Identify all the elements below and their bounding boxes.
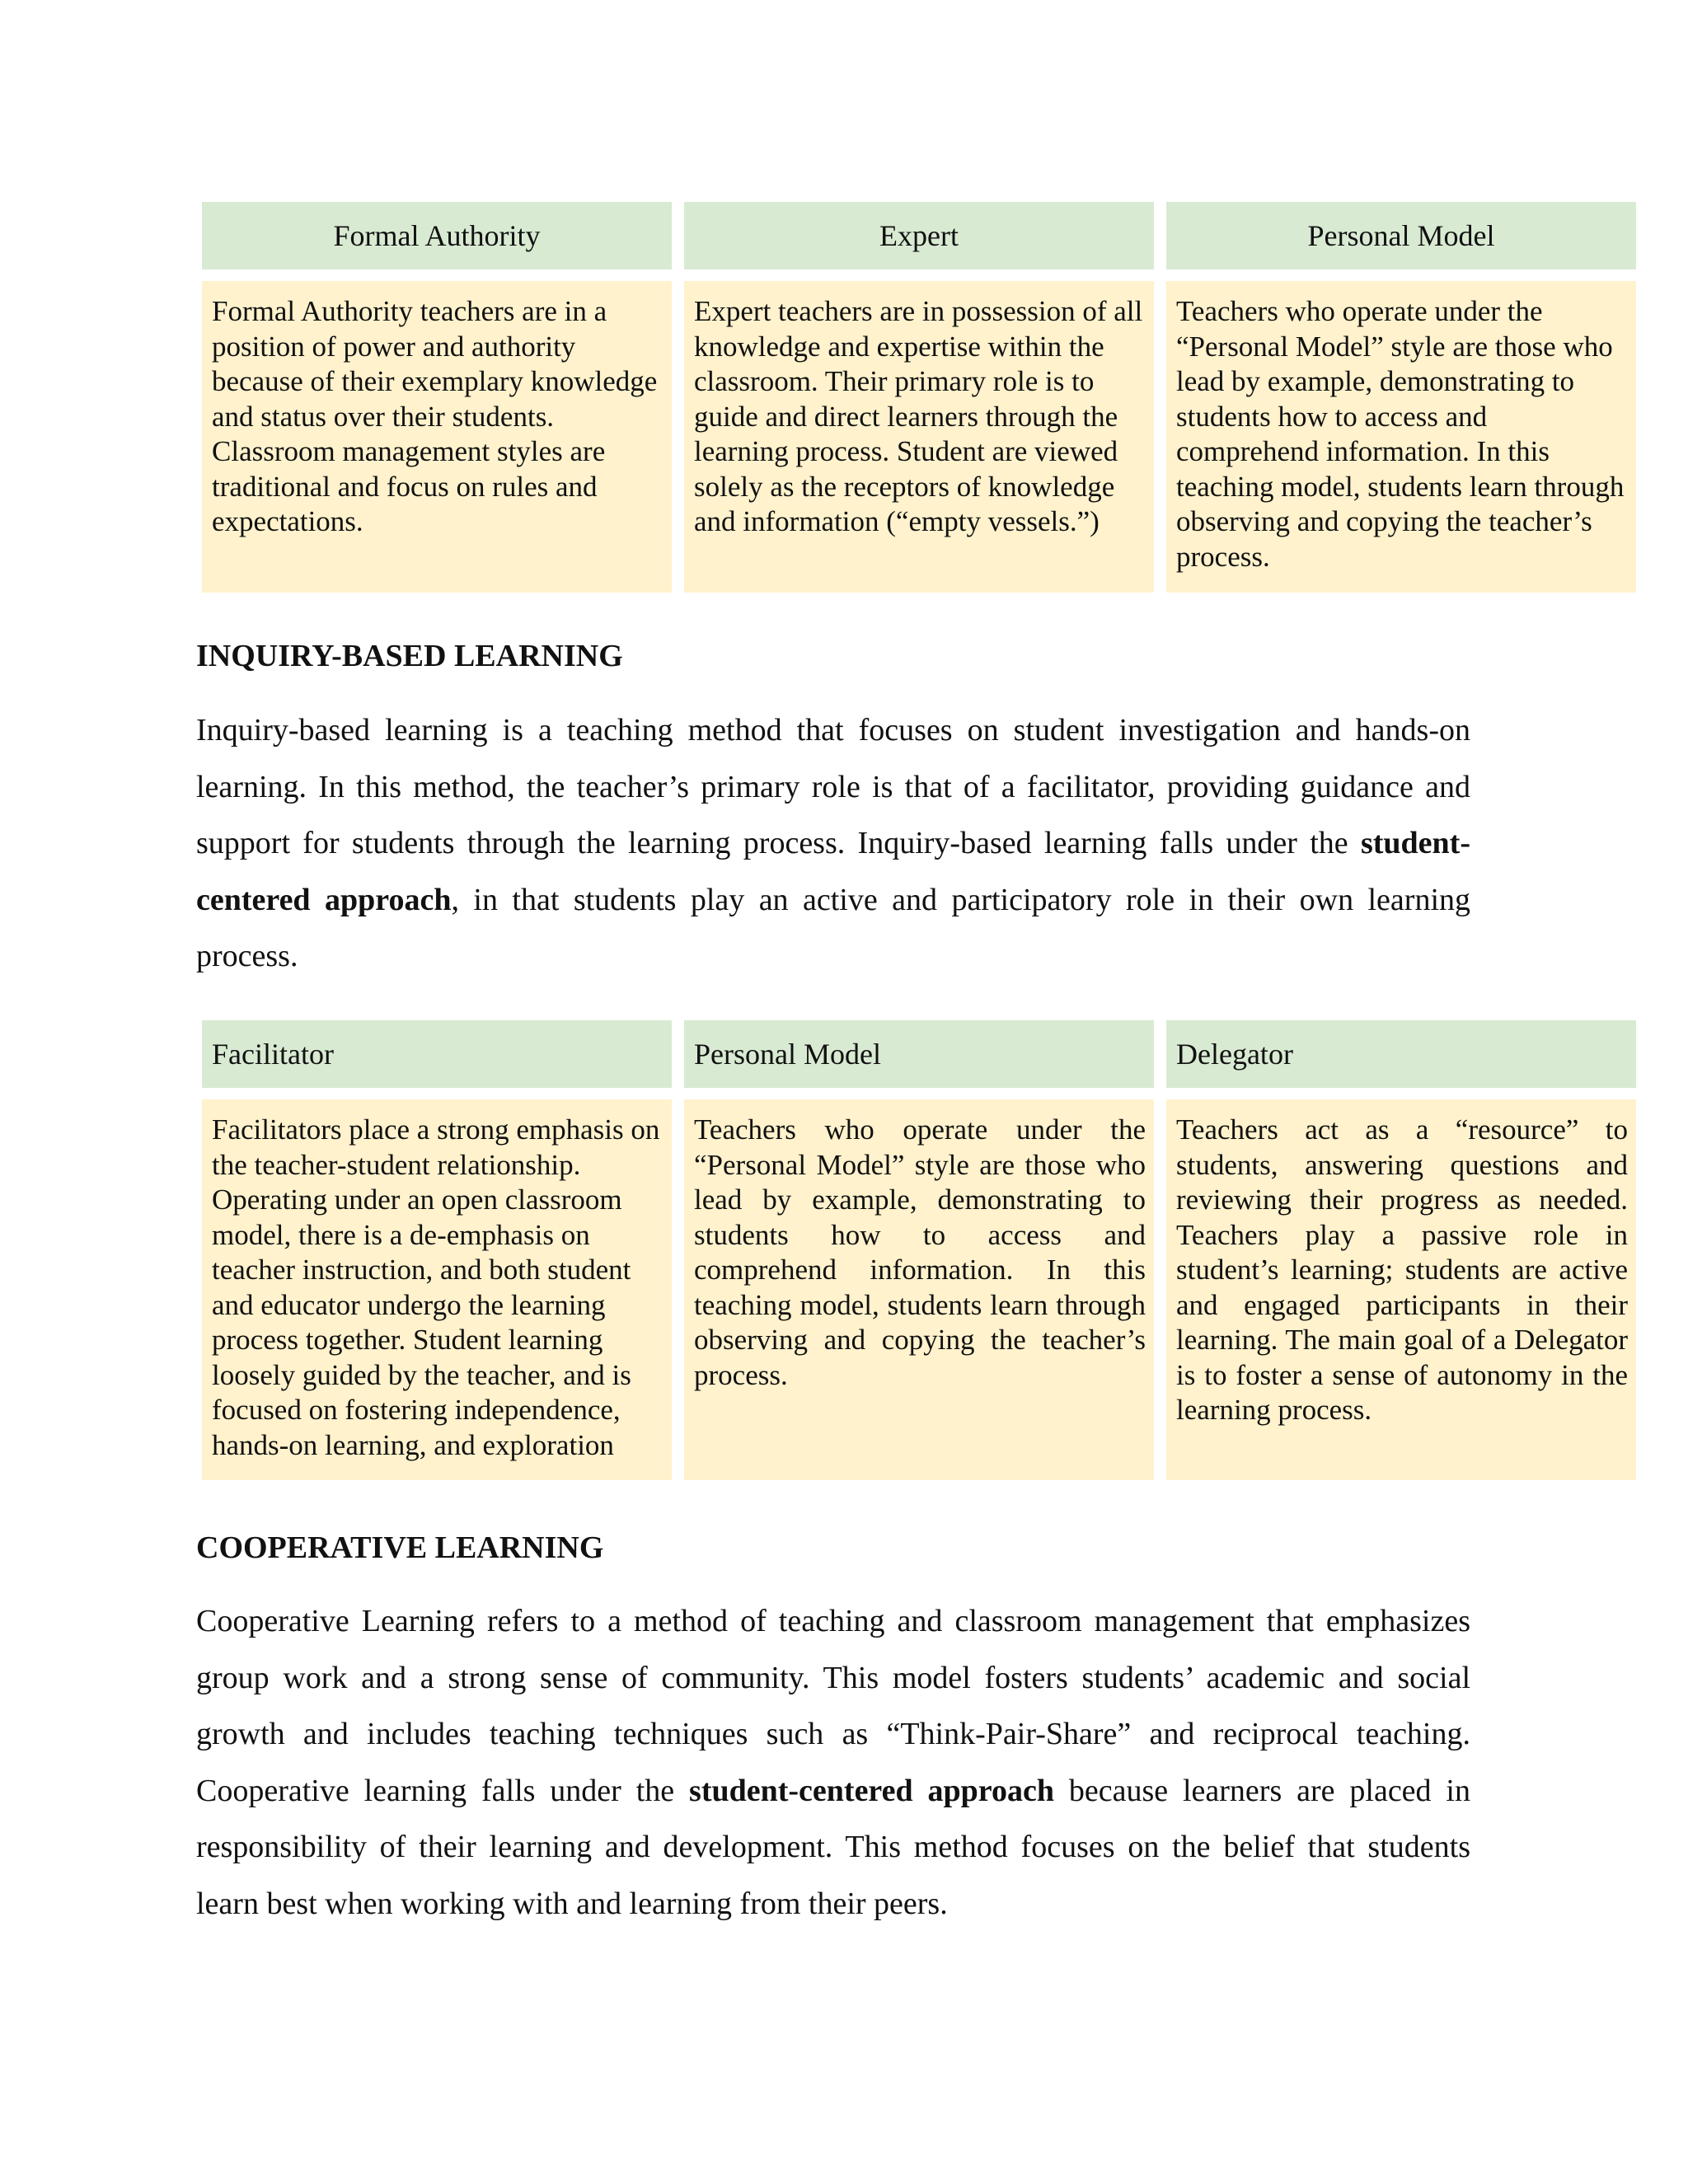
table2-cell-facilitator: Facilitators place a strong emphasis on the teacher-student relationship. Operating under an open classroom model, there is a de-emphasis on teacher instruction, and both student and educator undergo the learning process together. Student learning loosely guided by the teacher, and is focused on fostering independence, hands-on learning, and exploration <box>202 1099 672 1480</box>
table2-header-delegator: Delegator <box>1166 1020 1636 1088</box>
teaching-styles-table-2 <box>202 1020 1636 1480</box>
table2-header-personal-model: Personal Model <box>684 1020 1154 1088</box>
table1-header-personal-model: Personal Model <box>1166 202 1636 269</box>
table2-cell-delegator: Teachers act as a “resource” to students, answering questions and reviewing their progress as needed. Teachers play a passive role in student’s learning; students are active and engaged participants in their learning. The main goal of a Delegator is to foster a sense of autonomy in the learning process. <box>1166 1099 1636 1480</box>
table2-cell-personal-model: Teachers who operate under the “Personal Model” style are those who lead by example, demonstrating to students how to access and comprehend information. In this teaching model, students learn through observing and copying the teacher’s process. <box>684 1099 1154 1480</box>
inquiry-heading: INQUIRY-BASED LEARNING <box>196 639 623 673</box>
table1-header-expert: Expert <box>684 202 1154 269</box>
cooperative-paragraph: Cooperative Learning refers to a method of teaching and classroom management that emphasizes group work and a strong sense of community. This model fosters students’ academic and social growth and includes teaching techniques such as “Think-Pair-Share” and reciprocal teaching. Cooperative learning falls under the student-centered approach because learners are placed in responsibility of their learning and development. This method focuses on the belief that students learn best when working with and learning from their peers. <box>196 1604 1470 1921</box>
cooperative-heading: COOPERATIVE LEARNING <box>196 1530 604 1565</box>
table1-cell-personal-model: Teachers who operate under the “Personal Model” style are those who lead by example, demonstrating to students how to access and comprehend information. In this teaching model, students learn through observing and copying the teacher’s process. <box>1166 281 1636 593</box>
table1-cell-formal-authority: Formal Authority teachers are in a position of power and authority because of their exemplary knowledge and status over their students. Classroom management styles are traditional and focus on rules and expectations. <box>202 281 672 593</box>
cooperative-bold-term: student-centered approach <box>689 1773 1054 1808</box>
teaching-styles-table-1 <box>202 202 1636 593</box>
inquiry-paragraph: Inquiry-based learning is a teaching method that focuses on student investigation and hands-on learning. In this method, the teacher’s primary role is that of a facilitator, providing guidance and support for students through the learning process. Inquiry-based learning falls under the student-centered approach, in that students play an active and participatory role in their own learning process. <box>196 713 1471 973</box>
table2-header-facilitator: Facilitator <box>202 1020 672 1088</box>
table1-header-formal-authority: Formal Authority <box>202 202 672 269</box>
inquiry-bold-term: student-centered approach <box>196 826 1470 917</box>
table1-cell-expert: Expert teachers are in possession of all knowledge and expertise within the classroom. Their primary role is to guide and direct learners through the learning process. Student are viewed solely as the receptors of knowledge and information (“empty vessels.”) <box>684 281 1154 593</box>
